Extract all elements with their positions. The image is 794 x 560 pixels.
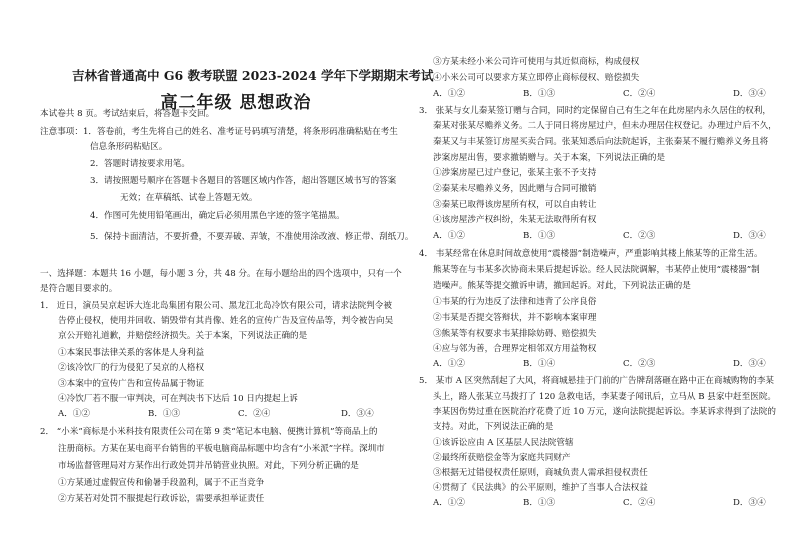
option-d[interactable]: D．③④ — [733, 231, 766, 241]
q4-stem: 熊某等在与韦某多次协商未果后提起诉讼。经人民法院调解，韦某停止使用“震楼器”制 — [433, 265, 760, 275]
q3-stem: 秦某对张某尽赡养义务。二人于同日将房屋过户，但未办理居住权登记。办理过户后不久， — [433, 121, 777, 131]
q4-stem: 4． 韦某经常在休息时间故意使用“震楼器”制造噪声，严重影响其楼上熊某等的正常生活。 — [419, 249, 763, 259]
section-heading: 一、选择题：本题共 16 小题，每小题 3 分，共 48 分。在每小题给出的四个选项中，只有一个 — [40, 269, 402, 279]
option-a[interactable]: A．①② — [58, 409, 90, 419]
q5-stem: 5． 某市 A 区突然刮起了大风，将商城悬挂于门前的广告牌刮落砸在路中正在商城购物的李某 — [419, 376, 775, 386]
q2-statement: ③方某未经小米公司许可使用与其近似商标，构成侵权 — [433, 57, 640, 67]
q2-stem: 注册商标。方某在某电商平台销售的平板电脑商品标题中均含有“小米派”字样。深圳市 — [58, 444, 385, 454]
option-b[interactable]: B．①③ — [523, 231, 556, 241]
notice-line: 5．保持卡面清洁，不要折叠，不要弄破、弄皱，不准使用涂改液、修正带、刮纸刀。 — [90, 232, 414, 242]
exam-title: 吉林省普通高中 G6 教考联盟 2023-2024 学年下学期期末考试 — [72, 68, 434, 83]
option-d[interactable]: D．③④ — [341, 409, 374, 419]
q4-statement: ③熊某等有权要求韦某排除妨碍、赔偿损失 — [433, 329, 597, 339]
option-c[interactable]: C．②③ — [623, 359, 656, 369]
q5-statement: ②最终所获赔偿金等为家庭共同财产 — [433, 453, 571, 463]
q2-statement: ②方某若对处罚不服提起行政诉讼，需要承担举证责任 — [58, 494, 265, 504]
option-d[interactable]: D．③④ — [733, 498, 766, 508]
option-d[interactable]: D．③④ — [733, 89, 766, 99]
q2-stem: 市场监督管理局对方某作出行政处罚并吊销营业执照。对此，下列分析正确的是 — [58, 461, 359, 471]
q1-stem: 京公开赔礼道歉，并赔偿经济损失。关于本案，下列说法正确的是 — [58, 331, 308, 341]
option-b[interactable]: B．①③ — [523, 89, 556, 99]
q2-statement: ①方某通过虚假宣传和偷暑手段盈利，属于不正当竞争 — [58, 478, 265, 488]
q5-stem: 头上，路人张某立马拨打了 120 急救电话，李某妻子闻讯后，立马从 B 县家中赶至医院。 — [433, 392, 777, 402]
notice-line: 2．答题时请按要求用笔。 — [90, 159, 190, 169]
q3-statement: ③秦某已取得该房屋所有权，可以自由转让 — [433, 200, 597, 210]
q5-stem: 支持。对此，下列说法正确的是 — [433, 422, 554, 432]
q4-stem: 造噪声。熊某等提交撤诉申请，撤回起诉。对此，下列说法正确的是 — [433, 281, 691, 291]
option-a[interactable]: A．①② — [433, 498, 465, 508]
q1-statement: ①本案民事法律关系的客体是人身利益 — [58, 348, 205, 358]
option-a[interactable]: A．①② — [433, 231, 465, 241]
q5-stem: 李某因伤势过重在医院治疗花费了近 10 万元，遂向法院提起诉讼。李某诉求得到了法院的 — [433, 407, 776, 417]
q5-statement: ①该诉讼应由 A 区基层人民法院管辖 — [433, 438, 574, 448]
option-c[interactable]: C．②③ — [623, 231, 656, 241]
q4-statement: ④应与邻为善，合理界定相邻双方用益物权 — [433, 344, 597, 354]
notice-line: 3．请按照题号顺序在答题卡各题目的答题区域内作答，超出答题区域书写的答案 — [90, 176, 397, 186]
q3-stem: 涉案房屋出售，要求撤销赠与。关于本案，下列说法正确的是 — [433, 153, 666, 163]
q1-statement: ③本案中的宣传广告和宣传品属于物证 — [58, 379, 205, 389]
option-b[interactable]: B．①③ — [523, 498, 556, 508]
option-a[interactable]: A．①② — [433, 89, 465, 99]
q2-statement: ④小米公司可以要求方某立即停止商标侵权、赔偿损失 — [433, 73, 640, 83]
option-c[interactable]: C．②④ — [623, 89, 656, 99]
notice-line: 无效；在草稿纸、试卷上答题无效。 — [120, 193, 258, 203]
option-c[interactable]: C．②④ — [623, 498, 656, 508]
q3-statement: ②秦某未尽赡养义务，因此赠与合同可撤销 — [433, 184, 597, 194]
q3-statement: ④该房屋涉产权纠纷，朱某无法取得所有权 — [433, 215, 597, 225]
q1-stem: 告停止侵权，使用并回收、销毁带有其肖像、姓名的宣传广告及宣传品等，判令被告向吴 — [58, 316, 394, 326]
q4-statement: ①韦某的行为违反了法律和违背了公序良俗 — [433, 297, 597, 307]
q5-statement: ③根据无过错侵权责任原则，商城负责人需承担侵权责任 — [433, 468, 648, 478]
option-c[interactable]: C．②④ — [238, 409, 271, 419]
q3-stem: 秦某又与丰某签订房屋买卖合同。张某知悉后向法院起诉，主张秦某不履行赡养义务且将 — [433, 137, 769, 147]
notice-intro: 本试卷共 8 页。考试结束后，将答题卡交回。 — [40, 109, 215, 119]
option-a[interactable]: A．①② — [433, 359, 465, 369]
option-d[interactable]: D．③④ — [733, 359, 766, 369]
q3-stem: 3． 张某与女儿秦某签订赠与合同，同时约定保留自己有生之年在此房屋内永久居住的权利， — [419, 106, 771, 116]
q4-statement: ②韦某是否提交答辩状，并不影响本案审理 — [433, 313, 597, 323]
q3-statement: ①涉案房屋已过户登记，张某主张不予支持 — [433, 168, 597, 178]
q1-statement: ②该冷饮厂的行为侵犯了吴京的人格权 — [58, 363, 205, 373]
option-b[interactable]: B．①④ — [523, 359, 556, 369]
notice-line: 4．作图可先使用铅笔画出，确定后必须用黑色字迹的签字笔描黑。 — [90, 211, 345, 221]
grade-subject-title: 高二年级 思想政治 — [160, 93, 312, 113]
notice-line: 注意事项：1．答卷前，考生先将自己的姓名、准考证号码填写清楚，将条形码准确粘贴在考生 — [40, 127, 398, 137]
section-heading: 是符合题目要求的。 — [40, 284, 118, 294]
q2-stem: 2． “小米”商标是小米科技有限责任公司在第 9 类“笔记本电脑、便携计算机”等商品上的 — [40, 427, 378, 437]
notice-line: 信息条形码粘贴区。 — [90, 142, 168, 152]
q1-statement: ④冷饮厂若不服一审判决，可在判决书下达后 10 日内提起上诉 — [58, 394, 298, 404]
q5-statement: ④贯彻了《民法典》的公平原则，维护了当事人合法权益 — [433, 483, 648, 493]
q1-stem: 1． 近日，演员吴京起诉大连北岛集团有限公司、黑龙江北岛冷饮有限公司，请求法院判令被 — [40, 301, 392, 311]
option-b[interactable]: B．①③ — [148, 409, 181, 419]
